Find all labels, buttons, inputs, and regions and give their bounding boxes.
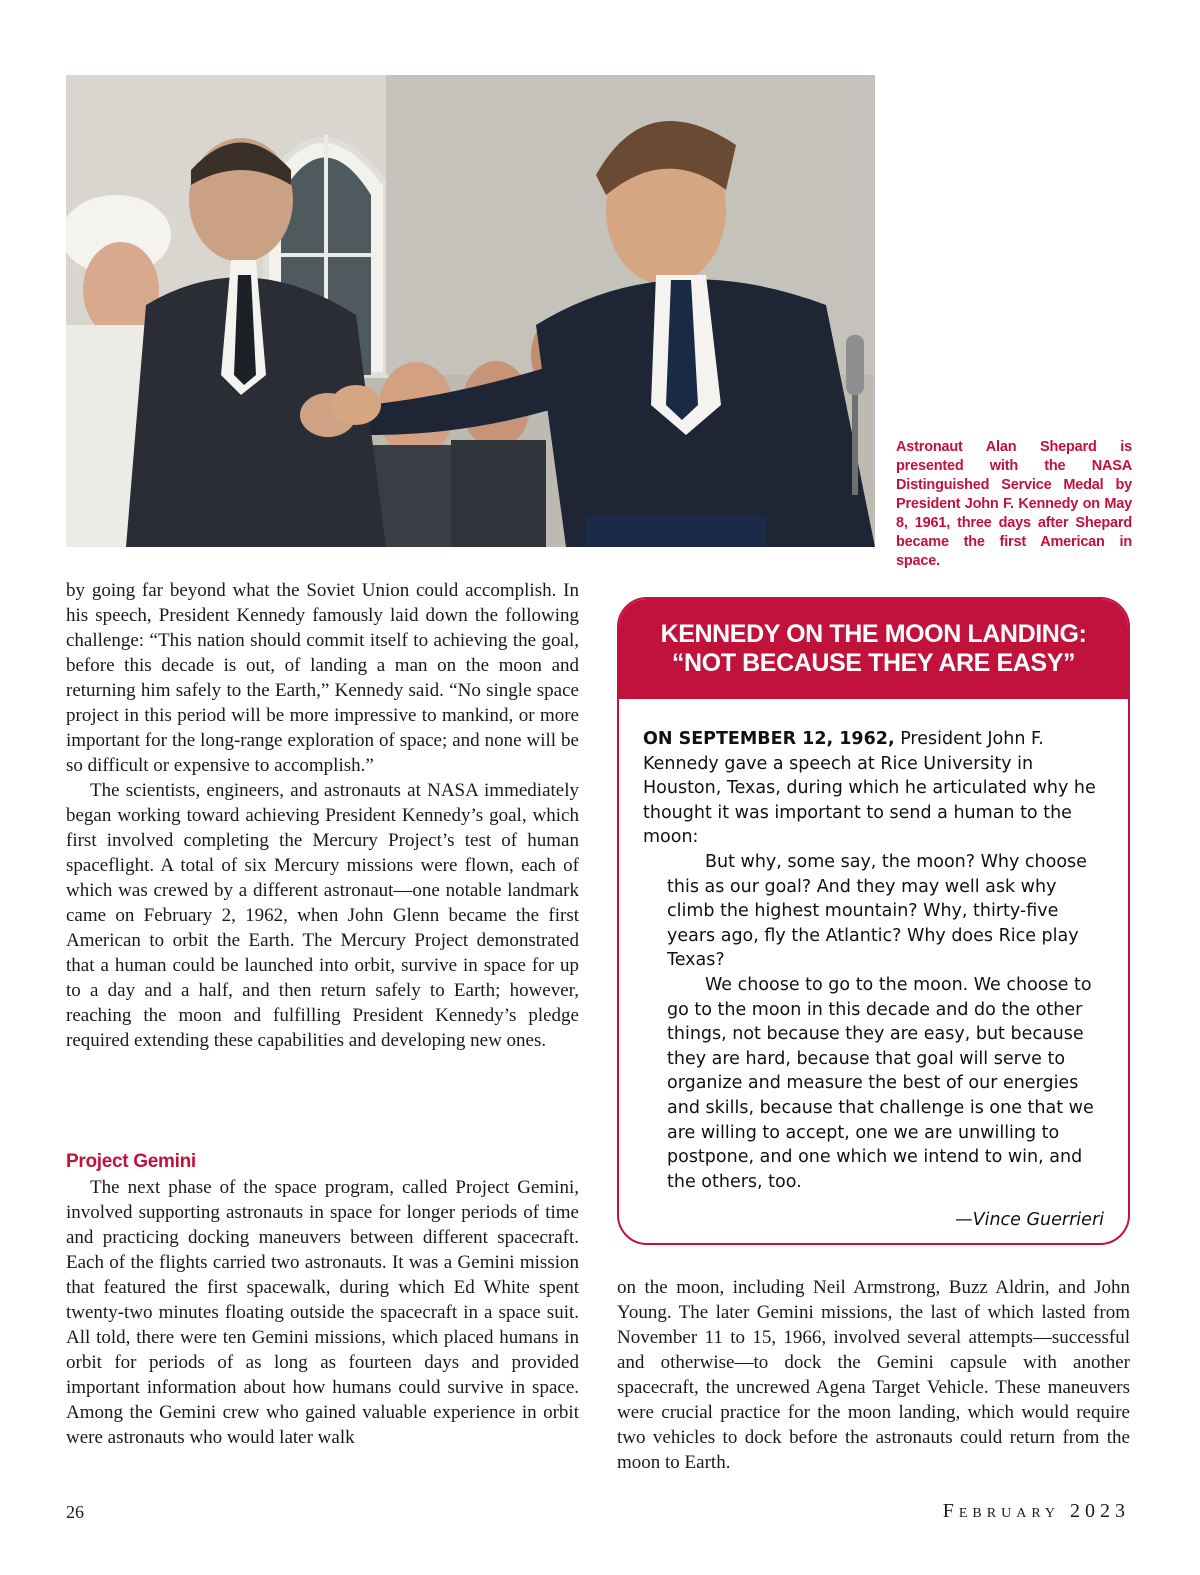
- section-heading: Project Gemini: [66, 1151, 196, 1172]
- sidebar-body: [619, 699, 1128, 1233]
- speech-quote: [667, 850, 1104, 1194]
- issue-date: February 2023: [942, 1500, 1130, 1522]
- paragraph: on the moon, including Neil Armstrong, Buzz Aldrin, and John Young. The later Gemini missions, the last of which lasted from November 11 to 15, 1966, involved several attempts—successful and otherwise—to dock the Gemini capsule with another spacecraft, the uncrewed Agena Target Vehicle. These maneuvers were crucial practice for the moon landing, which would require two vehicles to dock before the astronauts could return from the moon to Earth.: [617, 1277, 1130, 1473]
- sidebar-lead: [643, 727, 1104, 850]
- photo-illustration: [66, 75, 875, 547]
- paragraph: The scientists, engineers, and astronauts at NASA immediately began working toward achieving President Kennedy’s goal, which first involved completing the Mercury Project’s test of human spaceflight. A total of six Mercury missions were flown, each of which was crewed by a different astronaut—one notable landmark came on February 2, 1962, when John Glenn became the first American to orbit the Earth. The Mercury Project demonstrated that a human could be launched into orbit, survive in space for up to a day and a half, and then return safely to Earth; however, reaching the moon and fulfilling President Kennedy’s pledge required extending these capabilities and developing new ones.: [66, 780, 579, 1051]
- paragraph: The next phase of the space program, called Project Gemini, involved supporting astronauts in space for longer periods of time and practicing docking maneuvers between different spacecraft. Each of the flights carried two astronauts. It was a Gemini mission that featured the first spacewalk, during which Ed White spent twenty-two minutes floating outside the spacecraft in a space suit. All told, there were ten Gemini missions, which placed humans in orbit for periods of as long as fourteen days and provided important information about how humans could survive in space. Among the Gemini crew who gained valuable experience in orbit were astronauts who would later walk: [66, 1177, 579, 1448]
- quote-paragraph: We choose to go to the moon. We choose to go to the moon in this decade and do the other things, not because they are easy, but because they are hard, because that goal will serve to organize and measure the best of our energies and skills, because that challenge is one that we are willing to accept, one we are unwilling to postpone, and one which we intend to win, and the others, too.: [667, 974, 1094, 1192]
- quote-paragraph: But why, some say, the moon? Why choose this as our goal? And they may well ask why climb the highest mountain? Why, thirty-five years ago, fly the Atlantic? Why does Rice play Texas?: [667, 851, 1087, 971]
- sidebar-header: [619, 599, 1128, 699]
- sidebar-title-line2: “NOT BECAUSE THEY ARE EASY”: [671, 649, 1076, 677]
- sidebar-lead-text: President John F. Kennedy gave a speech at Rice University in Houston, Texas, during which he articulated why he thought it was important to send a human to the moon:: [643, 729, 1096, 848]
- left-column-top: [66, 578, 579, 1053]
- feature-photo: [66, 75, 875, 547]
- sidebar-lead-date: ON SEPTEMBER 12, 1962,: [643, 729, 895, 749]
- sidebar-title-line1: KENNEDY ON THE MOON LANDING:: [660, 620, 1087, 648]
- right-column-bottom: [617, 1275, 1130, 1475]
- paragraph: by going far beyond what the Soviet Union could accomplish. In his speech, President Kennedy famously laid down the following challenge: “This nation should commit itself to achieving the goal, before this decade is out, of landing a man on the moon and returning him safely to the Earth,” Kennedy said. “No single space project in this period will be more impressive to mankind, or more important for the long-range exploration of space; and none will be so difficult or expensive to accomplish.”: [66, 580, 579, 776]
- page-number: 26: [66, 1502, 84, 1522]
- author-signature: —Vince Guerrieri: [955, 1210, 1104, 1231]
- photo-caption: Astronaut Alan Shepard is presented with the NASA Distinguished Service Medal by President John F. Kennedy on May 8, 1961, three days after Shepard became the first American in space.: [896, 439, 1132, 569]
- sidebar-box: [617, 597, 1130, 1245]
- left-column-bottom: [66, 1175, 579, 1450]
